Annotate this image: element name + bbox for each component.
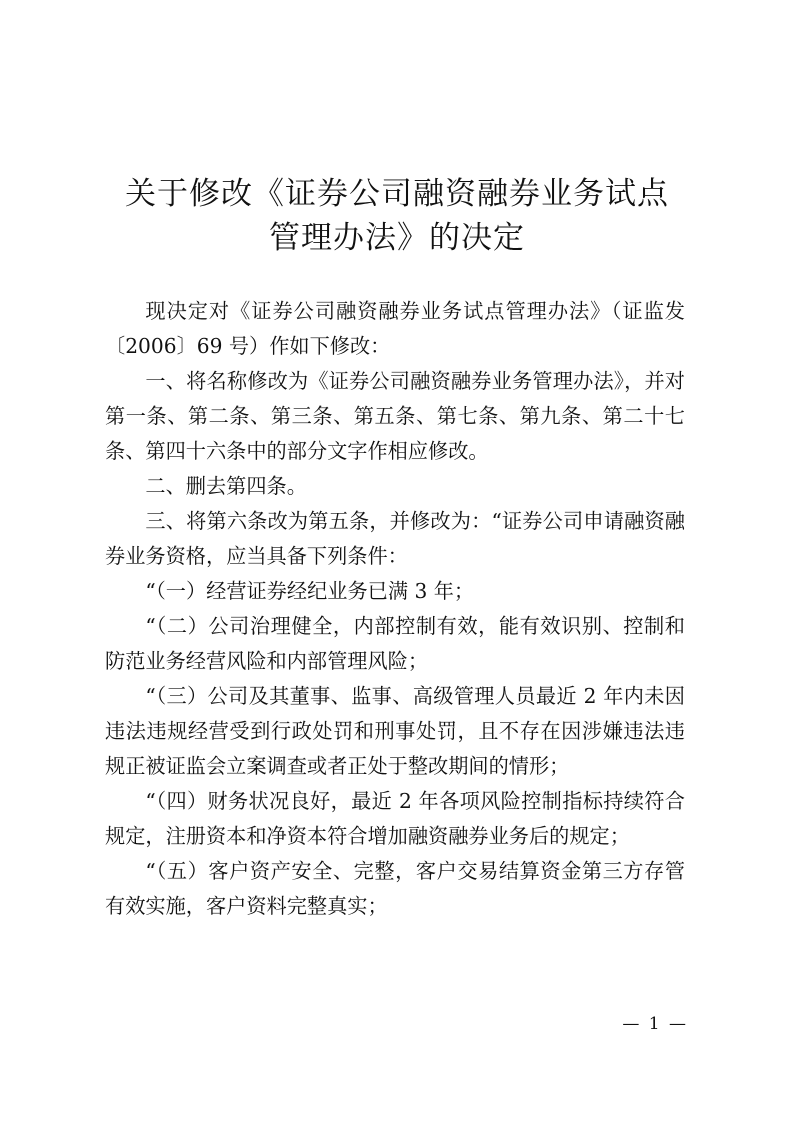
paragraph-condition-1: “（一）经营证券经纪业务已满 3 年；	[145, 579, 475, 603]
paragraph-condition-3: “（三）公司及其董事、监事、高级管理人员最近 2 年内未因违法违规经营受到行政处罚和刑事处罚，且不存在因涉嫌违法违规正被证监会立案调查或者正处于整改期间的情形；	[105, 684, 685, 778]
paragraph-condition-2: “（二）公司治理健全，内部控制有效，能有效识别、控制和防范业务经营风险和内部管理风险；	[105, 614, 685, 673]
paragraph-item-3: 三、将第六条改为第五条，并修改为：“证券公司申请融资融券业务资格，应当具备下列条件：	[105, 509, 685, 568]
document-title-line-2: 管理办法》的决定	[269, 220, 525, 256]
paragraph-condition-5: “（五）客户资产安全、完整，客户交易结算资金第三方存管有效实施，客户资料完整真实；	[105, 859, 685, 918]
paragraph-item-1: 一、将名称修改为《证券公司融资融券业务管理办法》，并对第一条、第二条、第三条、第五条、第七条、第九条、第二十七条、第四十六条中的部分文字作相应修改。	[105, 369, 685, 463]
paragraph-item-2: 二、删去第四条。	[145, 474, 307, 498]
document-title-line-1: 关于修改《证券公司融资融券业务试点	[125, 176, 669, 212]
document-body	[105, 294, 685, 924]
paragraph-intro: 现决定对《证券公司融资融券业务试点管理办法》（证监发〔2006〕69 号）作如下修改：	[105, 299, 685, 358]
page-number: — 1 —	[622, 1014, 688, 1034]
paragraph-condition-4: “（四）财务状况良好，最近 2 年各项风险控制指标持续符合规定，注册资本和净资本符合增加融资融券业务后的规定；	[105, 789, 685, 848]
